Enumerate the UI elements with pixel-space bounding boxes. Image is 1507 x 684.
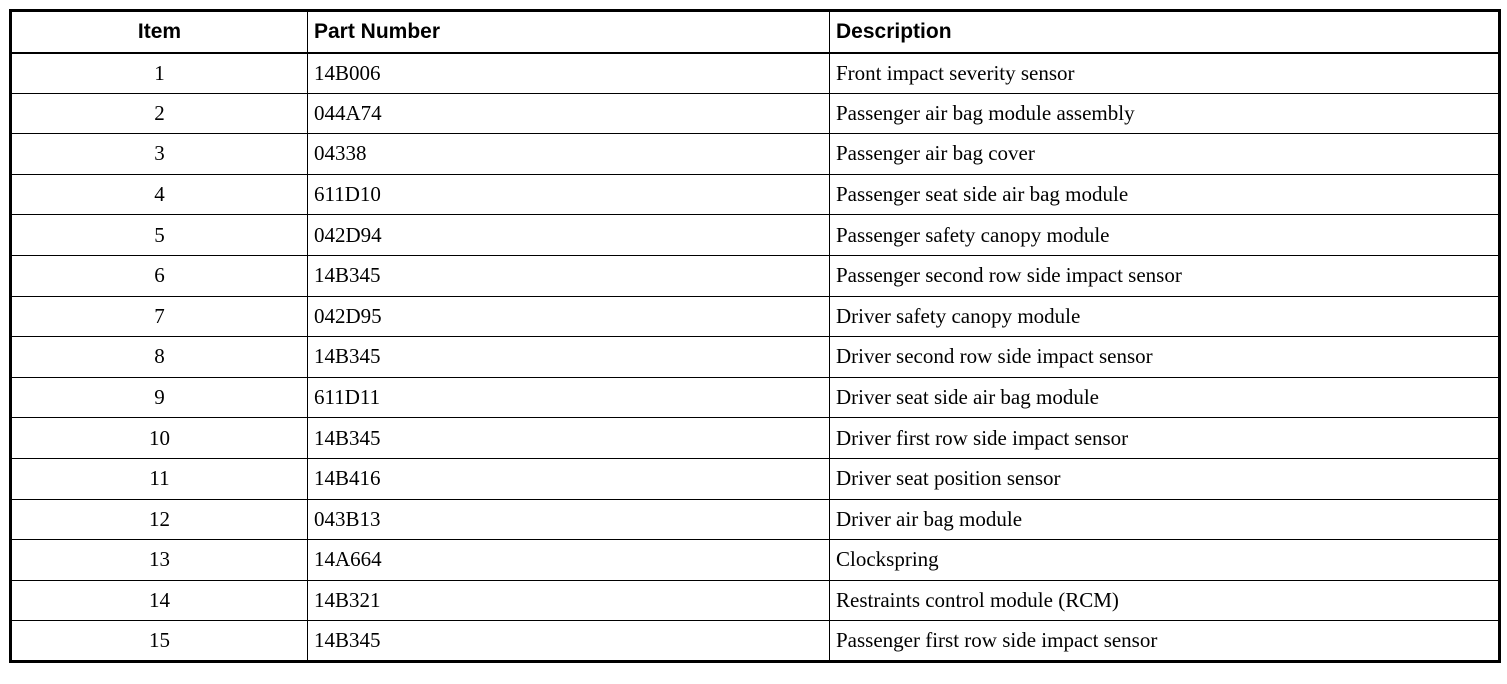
cell-description: Driver air bag module bbox=[830, 499, 1500, 540]
header-item: Item bbox=[11, 11, 308, 53]
table-row bbox=[11, 215, 1500, 256]
cell-part-number: 043B13 bbox=[308, 499, 830, 540]
cell-part-number: 14B321 bbox=[308, 580, 830, 621]
cell-description: Passenger seat side air bag module bbox=[830, 174, 1500, 215]
table-row bbox=[11, 418, 1500, 459]
cell-item: 3 bbox=[11, 134, 308, 175]
header-description: Description bbox=[830, 11, 1500, 53]
cell-part-number: 611D10 bbox=[308, 174, 830, 215]
cell-item: 6 bbox=[11, 255, 308, 296]
cell-description: Driver second row side impact sensor bbox=[830, 337, 1500, 378]
cell-description: Clockspring bbox=[830, 540, 1500, 581]
cell-description: Driver seat side air bag module bbox=[830, 377, 1500, 418]
table-header bbox=[11, 11, 1500, 53]
table-row bbox=[11, 458, 1500, 499]
parts-table bbox=[9, 9, 1501, 663]
cell-part-number: 14A664 bbox=[308, 540, 830, 581]
cell-part-number: 611D11 bbox=[308, 377, 830, 418]
cell-description: Passenger safety canopy module bbox=[830, 215, 1500, 256]
table-row bbox=[11, 255, 1500, 296]
cell-description: Driver seat position sensor bbox=[830, 458, 1500, 499]
cell-item: 7 bbox=[11, 296, 308, 337]
cell-description: Front impact severity sensor bbox=[830, 53, 1500, 94]
table-row bbox=[11, 499, 1500, 540]
cell-item: 14 bbox=[11, 580, 308, 621]
cell-part-number: 04338 bbox=[308, 134, 830, 175]
table-row bbox=[11, 93, 1500, 134]
table-row bbox=[11, 621, 1500, 662]
table-row bbox=[11, 53, 1500, 94]
cell-part-number: 042D95 bbox=[308, 296, 830, 337]
cell-item: 12 bbox=[11, 499, 308, 540]
cell-item: 15 bbox=[11, 621, 308, 662]
cell-part-number: 14B345 bbox=[308, 621, 830, 662]
cell-description: Driver first row side impact sensor bbox=[830, 418, 1500, 459]
table-row bbox=[11, 540, 1500, 581]
header-row bbox=[11, 11, 1500, 53]
cell-part-number: 044A74 bbox=[308, 93, 830, 134]
cell-part-number: 14B345 bbox=[308, 418, 830, 459]
cell-description: Restraints control module (RCM) bbox=[830, 580, 1500, 621]
table-row bbox=[11, 337, 1500, 378]
cell-item: 5 bbox=[11, 215, 308, 256]
cell-description: Passenger air bag module assembly bbox=[830, 93, 1500, 134]
header-part-number: Part Number bbox=[308, 11, 830, 53]
cell-item: 4 bbox=[11, 174, 308, 215]
cell-part-number: 14B416 bbox=[308, 458, 830, 499]
table-row bbox=[11, 174, 1500, 215]
cell-item: 9 bbox=[11, 377, 308, 418]
cell-part-number: 042D94 bbox=[308, 215, 830, 256]
cell-item: 2 bbox=[11, 93, 308, 134]
table-body bbox=[11, 53, 1500, 662]
table-row bbox=[11, 296, 1500, 337]
cell-item: 8 bbox=[11, 337, 308, 378]
table-row bbox=[11, 580, 1500, 621]
cell-description: Passenger air bag cover bbox=[830, 134, 1500, 175]
cell-description: Passenger first row side impact sensor bbox=[830, 621, 1500, 662]
cell-item: 11 bbox=[11, 458, 308, 499]
cell-item: 13 bbox=[11, 540, 308, 581]
cell-part-number: 14B006 bbox=[308, 53, 830, 94]
cell-description: Passenger second row side impact sensor bbox=[830, 255, 1500, 296]
table-row bbox=[11, 377, 1500, 418]
cell-item: 10 bbox=[11, 418, 308, 459]
cell-description: Driver safety canopy module bbox=[830, 296, 1500, 337]
cell-part-number: 14B345 bbox=[308, 255, 830, 296]
cell-item: 1 bbox=[11, 53, 308, 94]
cell-part-number: 14B345 bbox=[308, 337, 830, 378]
table-row bbox=[11, 134, 1500, 175]
